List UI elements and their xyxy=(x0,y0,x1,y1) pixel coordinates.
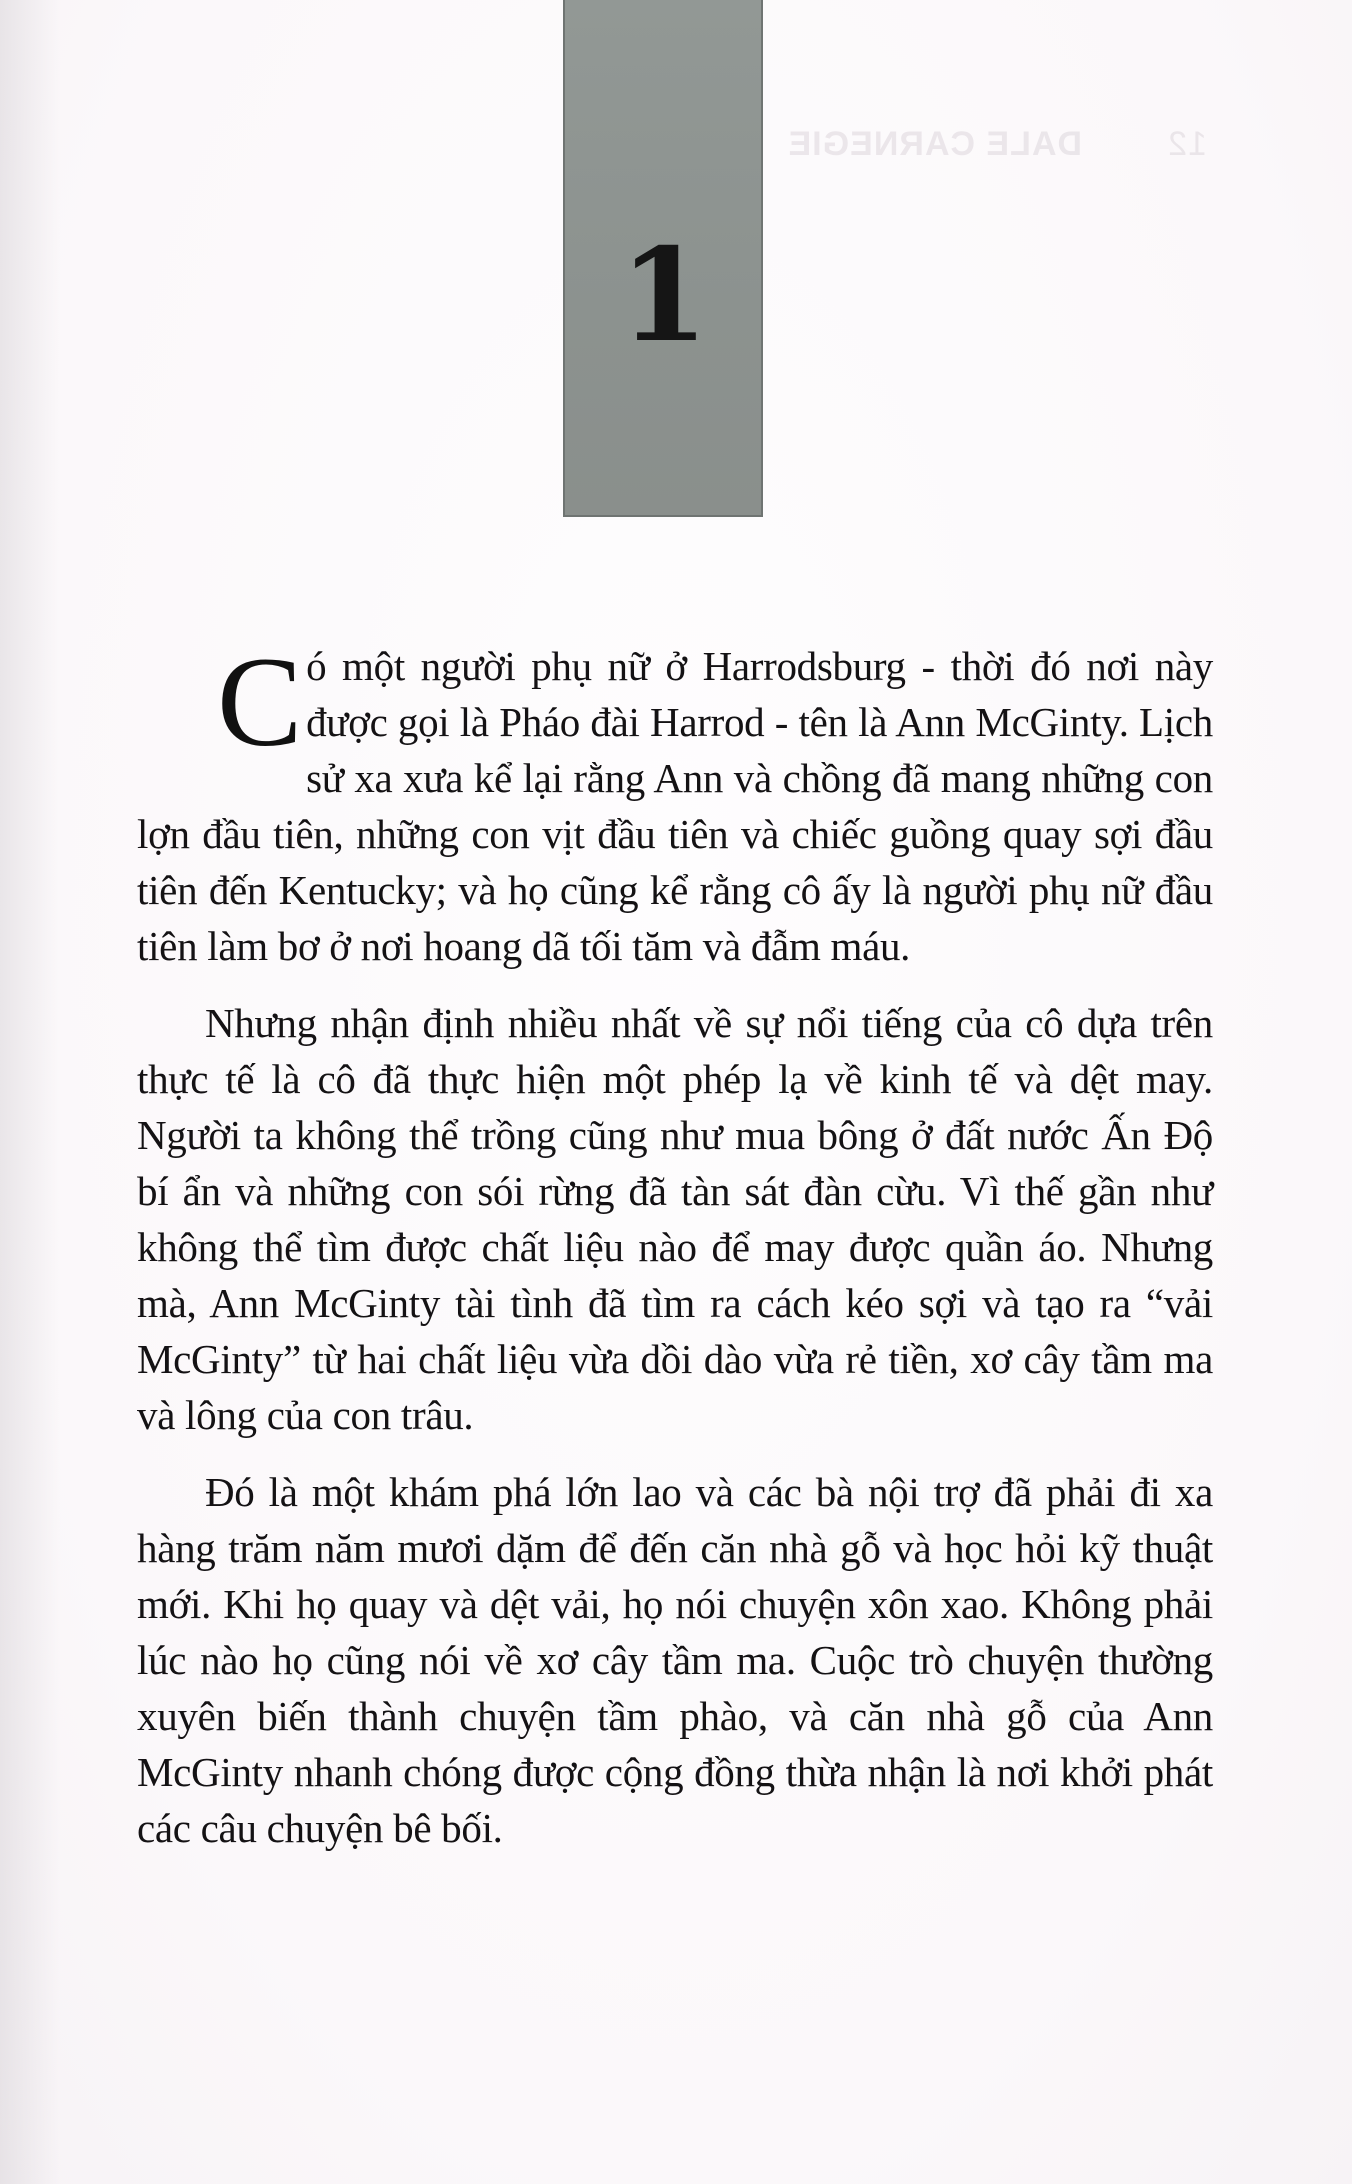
paragraph-1-text: ó một người phụ nữ ở Harrodsburg - thời đó nơi này được gọi là Pháo đài Harrod - tên là Ann McGinty. Lịch sử xa xưa kể lại rằng Ann và chồng đã mang những con lợn đầu tiên, những con vịt đầu tiên và chiếc guồng quay sợi đầu tiên đến Kentucky; và họ cũng kể rằng cô ấy là người phụ nữ đầu tiên làm bơ ở nơi hoang dã tối tăm và đẫm máu. xyxy=(137,643,1213,969)
show-through-page-number: 12 xyxy=(1167,125,1207,163)
paragraph-3: Đó là một khám phá lớn lao và các bà nội trợ đã phải đi xa hàng trăm năm mươi dặm để đến căn nhà gỗ và học hỏi kỹ thuật mới. Khi họ quay và dệt vải, họ nói chuyện xôn xao. Không phải lúc nào họ cũng nói về xơ cây tầm ma. Cuộc trò chuyện thường xuyên biến thành chuyện tầm phào, và căn nhà gỗ của Ann McGinty nhanh chóng được cộng đồng thừa nhận là nơi khởi phát các câu chuyện bê bối. xyxy=(137,1469,1213,1851)
chapter-body xyxy=(137,631,1213,1877)
chapter-number: 1 xyxy=(619,221,707,371)
drop-cap: C xyxy=(217,631,303,773)
paragraph-2: Nhưng nhận định nhiều nhất về sự nổi tiếng của cô dựa trên thực tế là cô đã thực hiện một phép lạ về kinh tế và dệt may. Người ta không thể trồng cũng như mua bông ở đất nước Ấn Độ bí ẩn và những con sói rừng đã tàn sát đàn cừu. Vì thế gần như không thể tìm được chất liệu nào để may được quần áo. Nhưng mà, Ann McGinty tài tình đã tìm ra cách kéo sợi và tạo ra “vải McGinty” từ hai chất liệu vừa dồi dào vừa rẻ tiền, xơ cây tầm ma và lông của con trâu. xyxy=(137,1000,1213,1438)
chapter-tab xyxy=(563,0,763,517)
paragraph-1 xyxy=(137,631,1213,974)
show-through-running-header: DALE CARNEGIE xyxy=(787,125,1082,163)
binding-shadow xyxy=(0,0,60,2184)
